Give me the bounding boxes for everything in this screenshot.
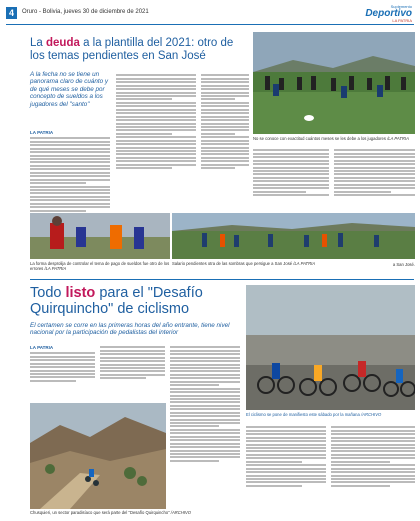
cyclists-photo (246, 285, 415, 410)
article1-headline: La deuda a la plantilla del 2021: otro de los temas pendientes en San José (30, 37, 234, 62)
dateline: Oruro - Bolivia, jueves 30 de diciembre de 2021 (22, 9, 149, 15)
article1-col5 (334, 148, 415, 218)
article2-col5 (331, 425, 415, 515)
header-rule (6, 24, 414, 25)
chusquieri-caption: Chusquieri, un sector paradisíaco que será parte del "Desafío Quirquincho" /ARCHIVO (30, 510, 192, 515)
page-header (0, 0, 420, 26)
team-photo-caption: No se conoce con exactitud cuántos meses se les debe a los jugadores /LA PATRIA (253, 136, 409, 141)
page-number: 4 (6, 7, 17, 19)
article1-col4 (253, 148, 329, 218)
article1-col2 (116, 73, 196, 213)
logo-sub: LA PATRIA (392, 18, 412, 23)
article1-text-tail: a San José. (392, 262, 415, 267)
article2-col1 (30, 351, 95, 401)
article2-col3 (170, 345, 240, 515)
section-separator (30, 279, 414, 280)
logo-super: Suplemento (390, 4, 412, 9)
team-photo (253, 32, 415, 134)
training-photo-1-caption: La forma desprolija de controlar el tema de pago de sueldos fue otro de los errores /LA PATRIA (30, 261, 170, 271)
supplement-logo (365, 4, 412, 23)
article2-headline: Todo listo para el "Desafío Quirquincho" de ciclismo (30, 285, 203, 317)
article1-byline: LA PATRIA (30, 130, 54, 135)
article2-col2 (100, 345, 165, 401)
article2-deck: El certamen se corre en las primeras horas del año entrante, tiene nivel nacional por la participación de pedalistas del interior (30, 322, 230, 337)
logo-main: Deportivo (365, 8, 412, 19)
article1-col3 (201, 73, 249, 213)
chusquieri-photo (30, 403, 166, 509)
article2-col4 (246, 425, 326, 515)
cyclists-caption: El ciclismo se pone de manifiesto este sábado por la mañana /ARCHIVO (246, 412, 382, 417)
article2-byline: LA PATRIA (30, 345, 54, 350)
training-photo-1 (30, 213, 170, 259)
training-photo-2-caption: Salario pendientes otra de las sombras que persigue a San José /LA PATRIA (172, 261, 316, 266)
article1-deck: A la fecha no se tiene un panorama claro de cuánto y de qué meses se debe por concepto de sueldos a los jugadores del "santo" (30, 71, 109, 108)
training-photo-2 (172, 213, 415, 259)
